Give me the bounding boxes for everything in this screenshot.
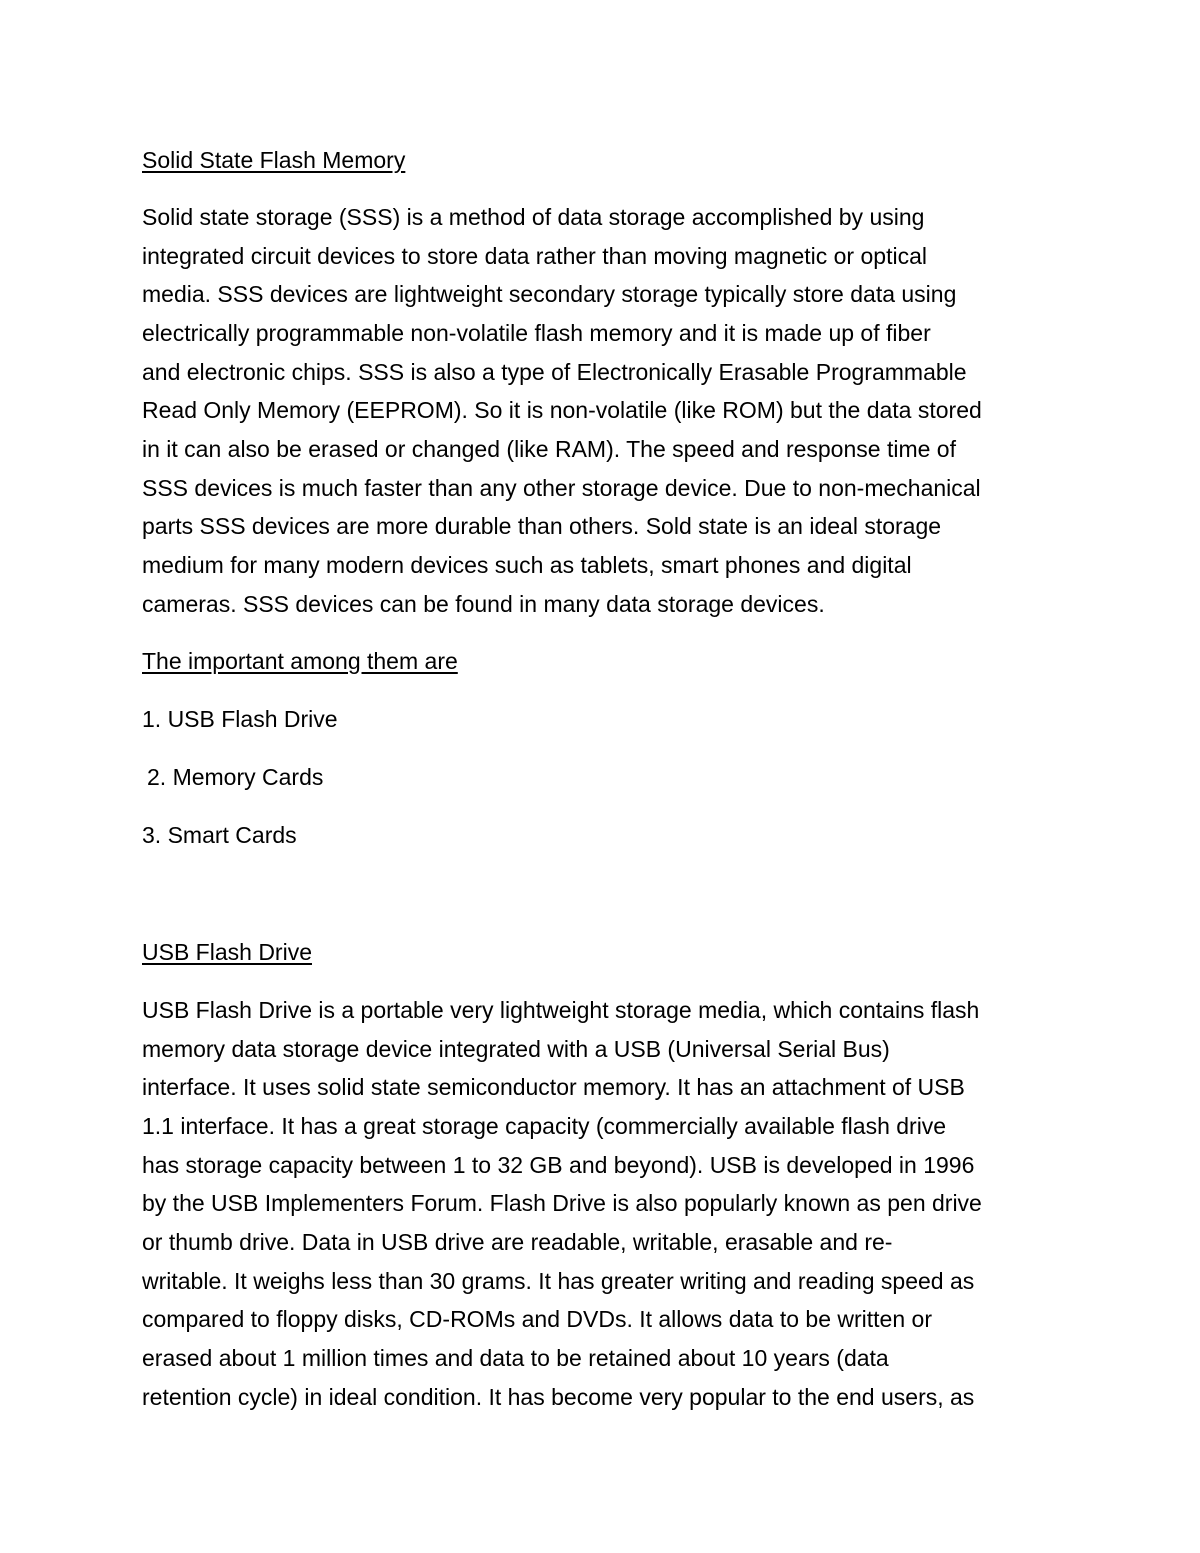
paragraph-line: or thumb drive. Data in USB drive are readable, writable, erasable and re-	[142, 1229, 893, 1255]
section-title-solid-state-flash-memory: Solid State Flash Memory	[142, 147, 406, 173]
paragraph-line: parts SSS devices are more durable than others. Sold state is an ideal storage	[142, 513, 942, 539]
paragraph-line: medium for many modern devices such as tablets, smart phones and digital	[142, 552, 912, 578]
paragraph-line: Solid state storage (SSS) is a method of data storage accomplished by using	[142, 204, 925, 230]
paragraph-line: Read Only Memory (EEPROM). So it is non-volatile (like ROM) but the data stored	[142, 397, 982, 423]
paragraph-line: by the USB Implementers Forum. Flash Drive is also popularly known as pen drive	[142, 1190, 982, 1216]
section-title-usb-flash-drive: USB Flash Drive	[142, 939, 312, 965]
paragraph-line: erased about 1 million times and data to be retained about 10 years (data	[142, 1345, 889, 1371]
paragraph-line: interface. It uses solid state semiconductor memory. It has an attachment of USB	[142, 1074, 965, 1100]
paragraph-line: 1.1 interface. It has a great storage capacity (commercially available flash drive	[142, 1113, 947, 1139]
paragraph-line: cameras. SSS devices can be found in many data storage devices.	[142, 591, 825, 617]
paragraph-line: in it can also be erased or changed (like RAM). The speed and response time of	[142, 436, 956, 462]
paragraph-line: USB Flash Drive is a portable very lightweight storage media, which contains flash	[142, 997, 980, 1023]
paragraph-line: integrated circuit devices to store data rather than moving magnetic or optical	[142, 243, 927, 269]
paragraph-line: memory data storage device integrated with a USB (Universal Serial Bus)	[142, 1036, 890, 1062]
paragraph-line: writable. It weighs less than 30 grams. It has greater writing and reading speed as	[142, 1268, 975, 1294]
paragraph-line: electrically programmable non-volatile flash memory and it is made up of fiber	[142, 320, 931, 346]
list-item: 3. Smart Cards	[142, 822, 297, 848]
paragraph-line: retention cycle) in ideal condition. It has become very popular to the end users, as	[142, 1384, 975, 1410]
paragraph-line: SSS devices is much faster than any other storage device. Due to non-mechanical	[142, 475, 981, 501]
paragraph-line: media. SSS devices are lightweight secondary storage typically store data using	[142, 281, 957, 307]
paragraph-line: compared to floppy disks, CD-ROMs and DVDs. It allows data to be written or	[142, 1306, 932, 1332]
paragraph-line: has storage capacity between 1 to 32 GB and beyond). USB is developed in 1996	[142, 1152, 975, 1178]
paragraph-line: and electronic chips. SSS is also a type of Electronically Erasable Programmable	[142, 359, 967, 385]
list-item: 1. USB Flash Drive	[142, 706, 338, 732]
list-item: 2. Memory Cards	[147, 764, 324, 790]
list-heading: The important among them are	[142, 648, 458, 674]
